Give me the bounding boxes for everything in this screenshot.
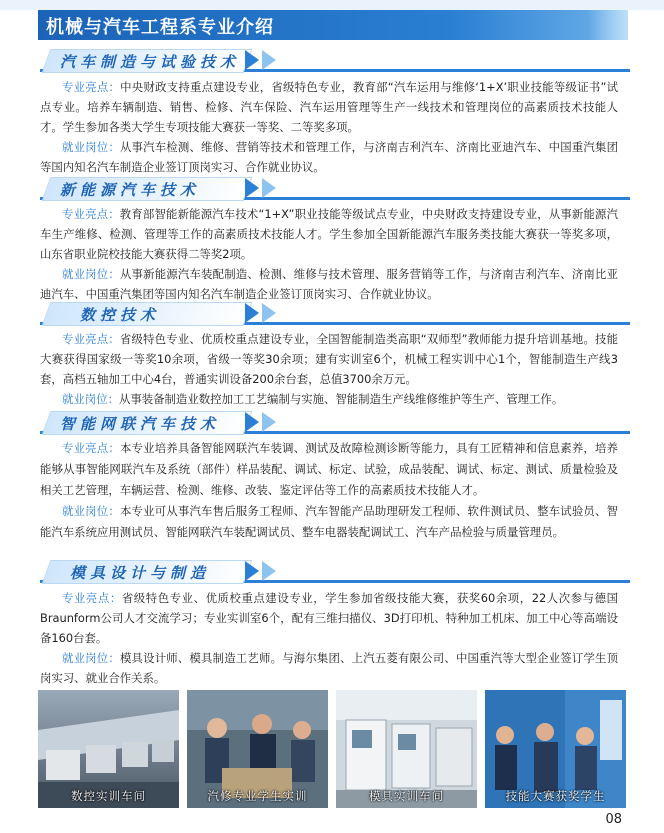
section-header-cnc — [40, 302, 630, 328]
section-jobs — [40, 501, 618, 543]
banner-decoration — [588, 10, 628, 40]
section-header-new-energy — [40, 177, 630, 203]
top-strip — [0, 0, 664, 10]
section-title: 数控技术 — [80, 306, 161, 324]
photo-caption: 数控实训车间 — [71, 789, 146, 803]
section-highlight — [40, 204, 618, 264]
jobs-label: 就业岗位： — [62, 267, 120, 281]
section-highlight — [40, 438, 618, 501]
section-jobs — [40, 264, 618, 304]
page-title: 机械与汽车工程系专业介绍 — [46, 17, 274, 38]
arrow-icon — [245, 50, 259, 70]
arrow-icon — [262, 561, 276, 581]
auto-repair-training-photo — [187, 690, 328, 808]
section-title: 智能网联汽车技术 — [60, 415, 221, 433]
highlight-label: 专业亮点： — [62, 332, 120, 346]
section-highlight — [40, 77, 618, 137]
arrow-icon — [262, 303, 276, 323]
arrow-icon — [262, 178, 276, 198]
section-title: 新能源汽车技术 — [60, 181, 201, 199]
jobs-text: 从事汽车检测、维修、营销等技术和管理工作，与济南吉利汽车、济南比亚迪汽车、中国重汽集团等国内知名汽车制造企业签订顶岗实习、合作就业协议。 — [40, 140, 618, 174]
section-title: 模具设计与制造 — [70, 564, 211, 582]
section-header-mold-design — [40, 560, 630, 586]
section-highlight — [40, 588, 618, 648]
section-header-auto-manufacturing — [40, 49, 630, 75]
highlight-label: 专业亮点： — [62, 207, 120, 221]
cnc-workshop-photo — [38, 690, 179, 808]
highlight-text: 教育部智能新能源汽车技术“1+X”职业技能等级试点专业，中央财政支持建设专业，从事新能源汽车生产维修、检测、管理等工作的高素质技术技能人才。学生参加全国新能源汽车服务类技能大赛获一等奖多项，山东省职业院校技能大赛获得二等奖2项。 — [40, 207, 618, 261]
competition-winners-photo — [485, 690, 626, 808]
section-highlight — [40, 329, 618, 389]
section-jobs — [40, 137, 618, 177]
jobs-text: 从事新能源汽车装配制造、检测、维修与技术管理、服务营销等工作，与济南吉利汽车、济南比亚迪汽车、中国重汽集团等国内知名汽车制造企业签订顶岗实习、合作就业协议。 — [40, 267, 618, 301]
jobs-label: 就业岗位： — [62, 504, 120, 518]
highlight-text: 本专业培养具备智能网联汽车装调、测试及故障检测诊断等能力，具有工匠精神和信息素养，培养能够从事智能网联汽车及系统（部件）样品装配、调试、标定、试验，成品装配、调试、标定、测试、质量检验及相关工艺管理，车辆运营、检测、维修、改装、鉴定评估等工作的高素质技术技能人才。 — [40, 441, 618, 497]
jobs-text: 从事装备制造业数控加工工艺编制与实施、智能制造生产线维修维护等生产、管理工作。 — [118, 392, 564, 406]
section-title: 汽车制造与试验技术 — [60, 53, 241, 71]
page-number: 08 — [605, 812, 622, 827]
jobs-label: 就业岗位： — [62, 140, 120, 154]
title-banner — [38, 10, 628, 40]
jobs-text: 模具设计师、模具制造工艺师。与海尔集团、上汽五菱有限公司、中国重汽等大型企业签订学生顶岗实习、就业合作关系。 — [40, 651, 618, 685]
section-jobs — [40, 648, 618, 688]
highlight-label: 专业亮点： — [62, 591, 122, 605]
highlight-text: 省级特色专业、优质校重点建设专业，全国智能制造类高职“双师型”教师能力提升培训基地。技能大赛获得国家级一等奖10余项，省级一等奖30余项；建有实训室6个，机械工程实训中心1个，智能制造生产线3套，高档五轴加工中心4台，普通实训设备200余台套，总值3700余万元。 — [40, 332, 618, 386]
arrow-icon — [245, 178, 259, 198]
photo-caption: 汽修专业学生实训 — [207, 789, 308, 803]
highlight-label: 专业亮点： — [62, 441, 120, 455]
highlight-text: 省级特色专业、优质校重点建设专业，学生参加省级技能大赛，获奖60余项，22人次参与德国Braunform公司人才交流学习；专业实训室6个，配有三维扫描仪、3D打印机、特种加工机床、加工中心等高端设备160台套。 — [40, 591, 618, 645]
arrow-icon — [245, 303, 259, 323]
arrow-icon — [245, 561, 259, 581]
section-header-connected-vehicle — [40, 411, 630, 437]
jobs-label: 就业岗位： — [62, 651, 120, 665]
highlight-text: 中央财政支持重点建设专业，省级特色专业，教育部“汽车运用与维修‘1+X’职业技能等级证书”试点专业。培养车辆制造、销售、检修、汽车保险、汽车运用管理等生产一线技术和管理岗位的高素质技术技能人才。学生参加各类大学生专项技能大赛获一等奖、二等奖多项。 — [40, 80, 618, 134]
section-jobs — [40, 389, 618, 409]
arrow-icon — [262, 50, 276, 70]
arrow-icon — [262, 412, 276, 432]
arrow-icon — [245, 412, 259, 432]
highlight-label: 专业亮点： — [62, 80, 121, 94]
jobs-label: 就业岗位： — [62, 392, 119, 406]
mold-workshop-photo — [336, 690, 477, 808]
photo-caption: 技能大赛获奖学生 — [505, 789, 606, 803]
photo-strip — [38, 690, 628, 808]
jobs-text: 本专业可从事汽车售后服务工程师、汽车智能产品助理研发工程师、软件测试员、整车试验员、智能汽车系统应用测试员、智能网联汽车装配调试员、整车电器装配调试工、汽车产品检验与质量管理员。 — [40, 504, 618, 539]
photo-caption: 模具实训车间 — [369, 789, 444, 803]
